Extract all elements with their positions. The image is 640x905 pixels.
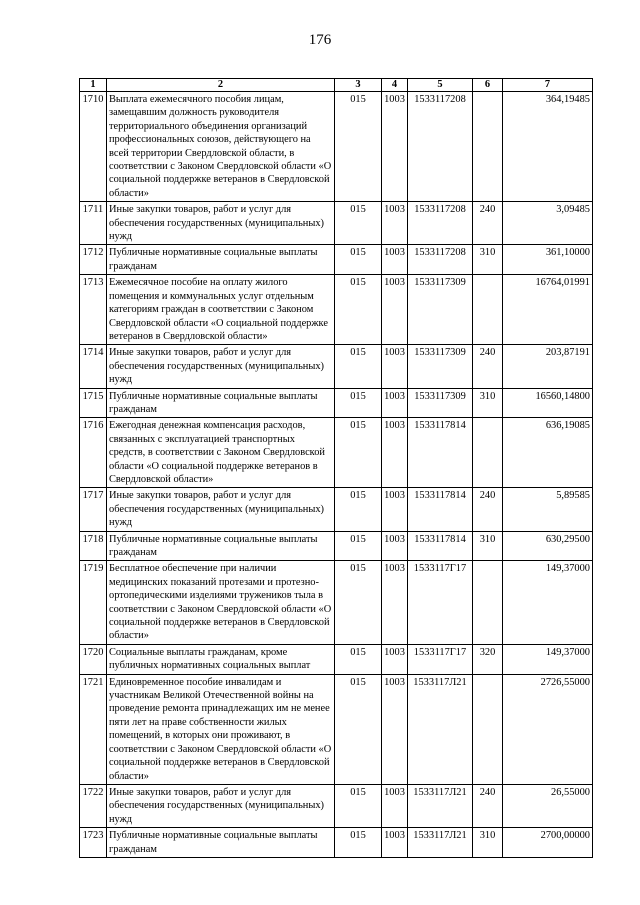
row-admin-code: 015: [335, 531, 382, 561]
row-admin-code: 015: [335, 488, 382, 531]
row-target-article: 1533117814: [408, 488, 473, 531]
row-admin-code: 015: [335, 388, 382, 418]
row-description: Бесплатное обеспечение при наличии медицинских показаний протезами и протезно-ортопедическими изделиями тружеников тыла в соответствии с Законом Свердловской области «О социальной поддержке ветеранов в Свердловской области»: [107, 561, 335, 644]
row-amount: 630,29500: [503, 531, 593, 561]
row-description: Публичные нормативные социальные выплаты гражданам: [107, 531, 335, 561]
row-target-article: 1533117Г17: [408, 561, 473, 644]
table-row: [80, 418, 593, 488]
row-amount: 16764,01991: [503, 275, 593, 345]
row-number: 1714: [80, 345, 107, 388]
table-row: [80, 345, 593, 388]
row-number: 1721: [80, 674, 107, 784]
row-amount: 16560,14800: [503, 388, 593, 418]
row-expense-type: [473, 92, 503, 202]
row-number: 1715: [80, 388, 107, 418]
row-section-code: 1003: [382, 345, 408, 388]
header-cell: 1: [80, 79, 107, 92]
row-expense-type: [473, 674, 503, 784]
row-expense-type: [473, 275, 503, 345]
row-target-article: 1533117208: [408, 202, 473, 245]
row-description: Социальные выплаты гражданам, кроме публичных нормативных социальных выплат: [107, 644, 335, 674]
row-description: Иные закупки товаров, работ и услуг для обеспечения государственных (муниципальных) нужд: [107, 202, 335, 245]
row-expense-type: 310: [473, 828, 503, 858]
row-expense-type: 310: [473, 531, 503, 561]
row-expense-type: 240: [473, 784, 503, 827]
row-admin-code: 015: [335, 345, 382, 388]
row-section-code: 1003: [382, 674, 408, 784]
table-row: [80, 828, 593, 858]
table-row: [80, 674, 593, 784]
table-row: [80, 644, 593, 674]
row-amount: 361,10000: [503, 245, 593, 275]
row-number: 1712: [80, 245, 107, 275]
row-description: Единовременное пособие инвалидам и участникам Великой Отечественной войны на проведение ремонта принадлежащих им не менее пяти лет на праве собственности жилых помещений, в которых они проживают, в соответствии с Законом Свердловской области «О социальной поддержке ветеранов в Свердловской области»: [107, 674, 335, 784]
page-number: 176: [308, 32, 332, 48]
header-cell: 3: [335, 79, 382, 92]
row-admin-code: 015: [335, 644, 382, 674]
row-number: 1716: [80, 418, 107, 488]
row-description: Публичные нормативные социальные выплаты гражданам: [107, 828, 335, 858]
row-section-code: 1003: [382, 245, 408, 275]
header-cell: 2: [107, 79, 335, 92]
row-admin-code: 015: [335, 784, 382, 827]
row-expense-type: [473, 561, 503, 644]
row-number: 1711: [80, 202, 107, 245]
row-description: Публичные нормативные социальные выплаты гражданам: [107, 388, 335, 418]
row-number: 1713: [80, 275, 107, 345]
row-section-code: 1003: [382, 275, 408, 345]
row-description: Выплата ежемесячного пособия лицам, замещавшим должность руководителя территориального объединения организаций профессиональных союзов, действующего на всей территории Свердловской области, в соответствии с Законом Свердловской области «О социальной поддержке ветеранов в Свердловской области»: [107, 92, 335, 202]
row-description: Иные закупки товаров, работ и услуг для обеспечения государственных (муниципальных) нужд: [107, 345, 335, 388]
row-expense-type: 240: [473, 345, 503, 388]
row-target-article: 1533117Г17: [408, 644, 473, 674]
table-header-row: [80, 79, 593, 92]
row-amount: 3,09485: [503, 202, 593, 245]
row-section-code: 1003: [382, 202, 408, 245]
table-row: [80, 202, 593, 245]
row-description: Иные закупки товаров, работ и услуг для обеспечения государственных (муниципальных) нужд: [107, 488, 335, 531]
row-expense-type: [473, 418, 503, 488]
row-number: 1720: [80, 644, 107, 674]
row-section-code: 1003: [382, 488, 408, 531]
row-expense-type: 240: [473, 488, 503, 531]
header-cell: 7: [503, 79, 593, 92]
row-amount: 2726,55000: [503, 674, 593, 784]
row-target-article: 1533117814: [408, 531, 473, 561]
row-amount: 149,37000: [503, 561, 593, 644]
table-row: [80, 488, 593, 531]
row-amount: 149,37000: [503, 644, 593, 674]
row-admin-code: 015: [335, 275, 382, 345]
row-target-article: 1533117309: [408, 345, 473, 388]
row-admin-code: 015: [335, 674, 382, 784]
table-row: [80, 561, 593, 644]
row-amount: 5,89585: [503, 488, 593, 531]
row-amount: 26,55000: [503, 784, 593, 827]
row-description: Ежемесячное пособие на оплату жилого помещения и коммунальных услуг отдельным категориям граждан в соответствии с Законом Свердловской области «О социальной поддержке ветеранов в Свердловской области»: [107, 275, 335, 345]
row-admin-code: 015: [335, 92, 382, 202]
row-section-code: 1003: [382, 531, 408, 561]
row-number: 1722: [80, 784, 107, 827]
row-target-article: 1533117Л21: [408, 674, 473, 784]
row-section-code: 1003: [382, 828, 408, 858]
row-admin-code: 015: [335, 245, 382, 275]
table-row: [80, 388, 593, 418]
row-admin-code: 015: [335, 418, 382, 488]
row-expense-type: 310: [473, 388, 503, 418]
row-target-article: 1533117208: [408, 245, 473, 275]
table-row: [80, 784, 593, 827]
table-row: [80, 245, 593, 275]
row-number: 1718: [80, 531, 107, 561]
row-target-article: 1533117814: [408, 418, 473, 488]
row-description: Иные закупки товаров, работ и услуг для обеспечения государственных (муниципальных) нужд: [107, 784, 335, 827]
row-description: Публичные нормативные социальные выплаты гражданам: [107, 245, 335, 275]
row-number: 1717: [80, 488, 107, 531]
row-amount: 636,19085: [503, 418, 593, 488]
row-amount: 2700,00000: [503, 828, 593, 858]
row-number: 1723: [80, 828, 107, 858]
row-admin-code: 015: [335, 202, 382, 245]
budget-table: [79, 78, 593, 858]
table-row: [80, 275, 593, 345]
header-cell: 5: [408, 79, 473, 92]
row-expense-type: 310: [473, 245, 503, 275]
row-section-code: 1003: [382, 784, 408, 827]
row-amount: 203,87191: [503, 345, 593, 388]
row-target-article: 1533117309: [408, 275, 473, 345]
row-target-article: 1533117309: [408, 388, 473, 418]
row-admin-code: 015: [335, 828, 382, 858]
row-target-article: 1533117Л21: [408, 784, 473, 827]
row-section-code: 1003: [382, 388, 408, 418]
row-section-code: 1003: [382, 644, 408, 674]
table-row: [80, 92, 593, 202]
table-row: [80, 531, 593, 561]
row-target-article: 1533117Л21: [408, 828, 473, 858]
row-admin-code: 015: [335, 561, 382, 644]
row-expense-type: 240: [473, 202, 503, 245]
row-target-article: 1533117208: [408, 92, 473, 202]
header-cell: 6: [473, 79, 503, 92]
row-amount: 364,19485: [503, 92, 593, 202]
row-expense-type: 320: [473, 644, 503, 674]
row-number: 1710: [80, 92, 107, 202]
row-section-code: 1003: [382, 561, 408, 644]
row-section-code: 1003: [382, 92, 408, 202]
row-description: Ежегодная денежная компенсация расходов, связанных с эксплуатацией транспортных средств, в соответствии с Законом Свердловской области «О социальной поддержке ветеранов в Свердловской области»: [107, 418, 335, 488]
row-section-code: 1003: [382, 418, 408, 488]
row-number: 1719: [80, 561, 107, 644]
header-cell: 4: [382, 79, 408, 92]
